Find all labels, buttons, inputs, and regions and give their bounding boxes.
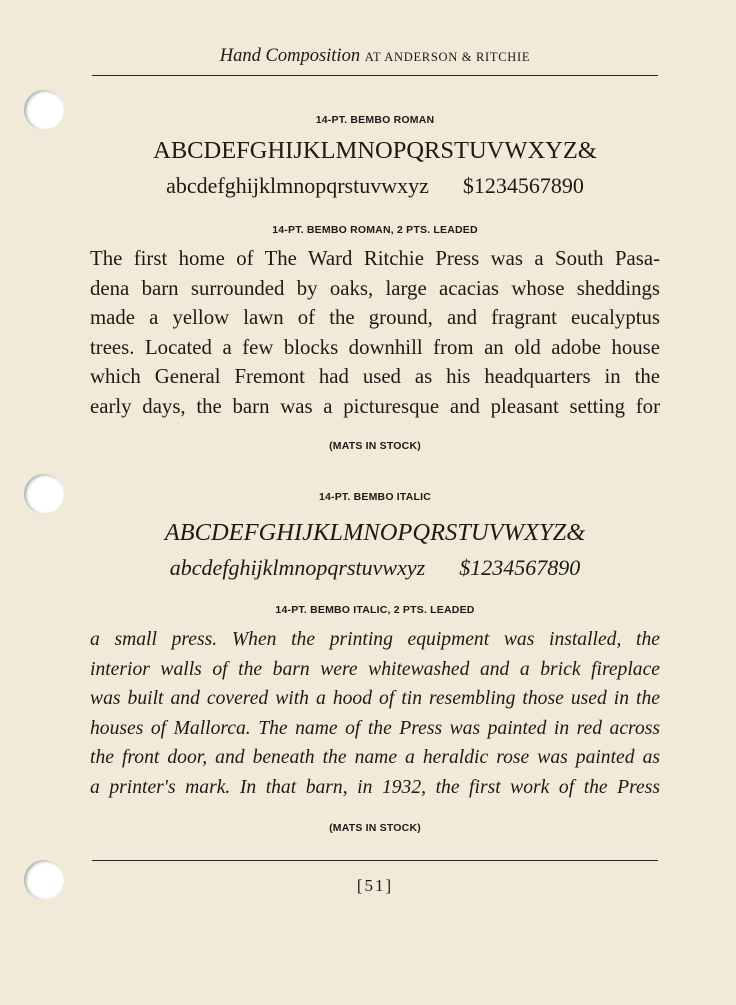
italic-stock-note: (MATS IN STOCK) (329, 822, 421, 834)
roman-stock-note: (MATS IN STOCK) (329, 440, 421, 452)
roman-text-line: trees. Located a few blocks downhill from an old adobe house (90, 335, 660, 359)
roman-specimen-label: 14-PT. BEMBO ROMAN (315, 114, 435, 126)
binder-hole-top (24, 90, 64, 130)
roman-text-line: early days, the barn was a picturesque and pleasant setting for (90, 394, 660, 418)
binder-hole-bottom (24, 860, 64, 900)
italic-figures: $1234567890 (459, 555, 581, 580)
header-rule (92, 75, 658, 76)
roman-lowercase-alphabet: abcdefghijklmnopqrstuvwxyz (166, 173, 429, 198)
roman-text-line: made a yellow lawn of the ground, and fragrant eucalyptus (90, 306, 660, 330)
italic-leaded-label: 14-PT. BEMBO ITALIC, 2 PTS. LEADED (275, 604, 475, 616)
italic-sample-text (90, 625, 660, 803)
italic-text-line: a printer's mark. In that barn, in 1932, the first work of the Press (90, 776, 660, 798)
italic-text-line: houses of Mallorca. The name of the Press was painted in red across (90, 717, 660, 739)
roman-uppercase-alphabet: ABCDEFGHIJKLMNOPQRSTUVWXYZ& (153, 137, 597, 164)
italic-lowercase-alphabet: abcdefghijklmnopqrstuvwxyz (169, 555, 426, 580)
running-header (92, 46, 658, 67)
italic-text-line: a small press. When the printing equipment was installed, the (90, 629, 660, 650)
italic-specimen-label: 14-PT. BEMBO ITALIC (318, 491, 432, 503)
page-number: [51] (356, 876, 394, 895)
roman-sample-text (90, 244, 660, 422)
italic-text-line: interior walls of the barn were whitewashed and a brick fireplace (90, 658, 660, 680)
roman-text-line: which General Fremont had used as his headquarters in the (90, 365, 660, 389)
header-title: Hand Composition (219, 46, 361, 66)
italic-lowercase-line (92, 555, 658, 581)
italic-text-line: was built and covered with a hood of tin resembling those used in the (90, 688, 660, 710)
roman-text-line: The first home of The Ward Ritchie Press was a South Pasa- (90, 247, 660, 270)
binder-hole-middle (24, 474, 64, 514)
footer-rule (92, 860, 658, 861)
roman-text-line: dena barn surrounded by oaks, large acacias whose sheddings (90, 276, 660, 300)
italic-text-line: the front door, and beneath the name a heraldic rose was painted as (90, 747, 660, 769)
header-firm: AT ANDERSON & RITCHIE (364, 50, 531, 64)
italic-uppercase-alphabet: ABCDEFGHIJKLMNOPQRSTUVWXYZ& (164, 519, 586, 546)
roman-figures: $1234567890 (462, 173, 584, 198)
roman-lowercase-line (92, 173, 658, 199)
roman-leaded-label: 14-PT. BEMBO ROMAN, 2 PTS. LEADED (272, 224, 478, 236)
